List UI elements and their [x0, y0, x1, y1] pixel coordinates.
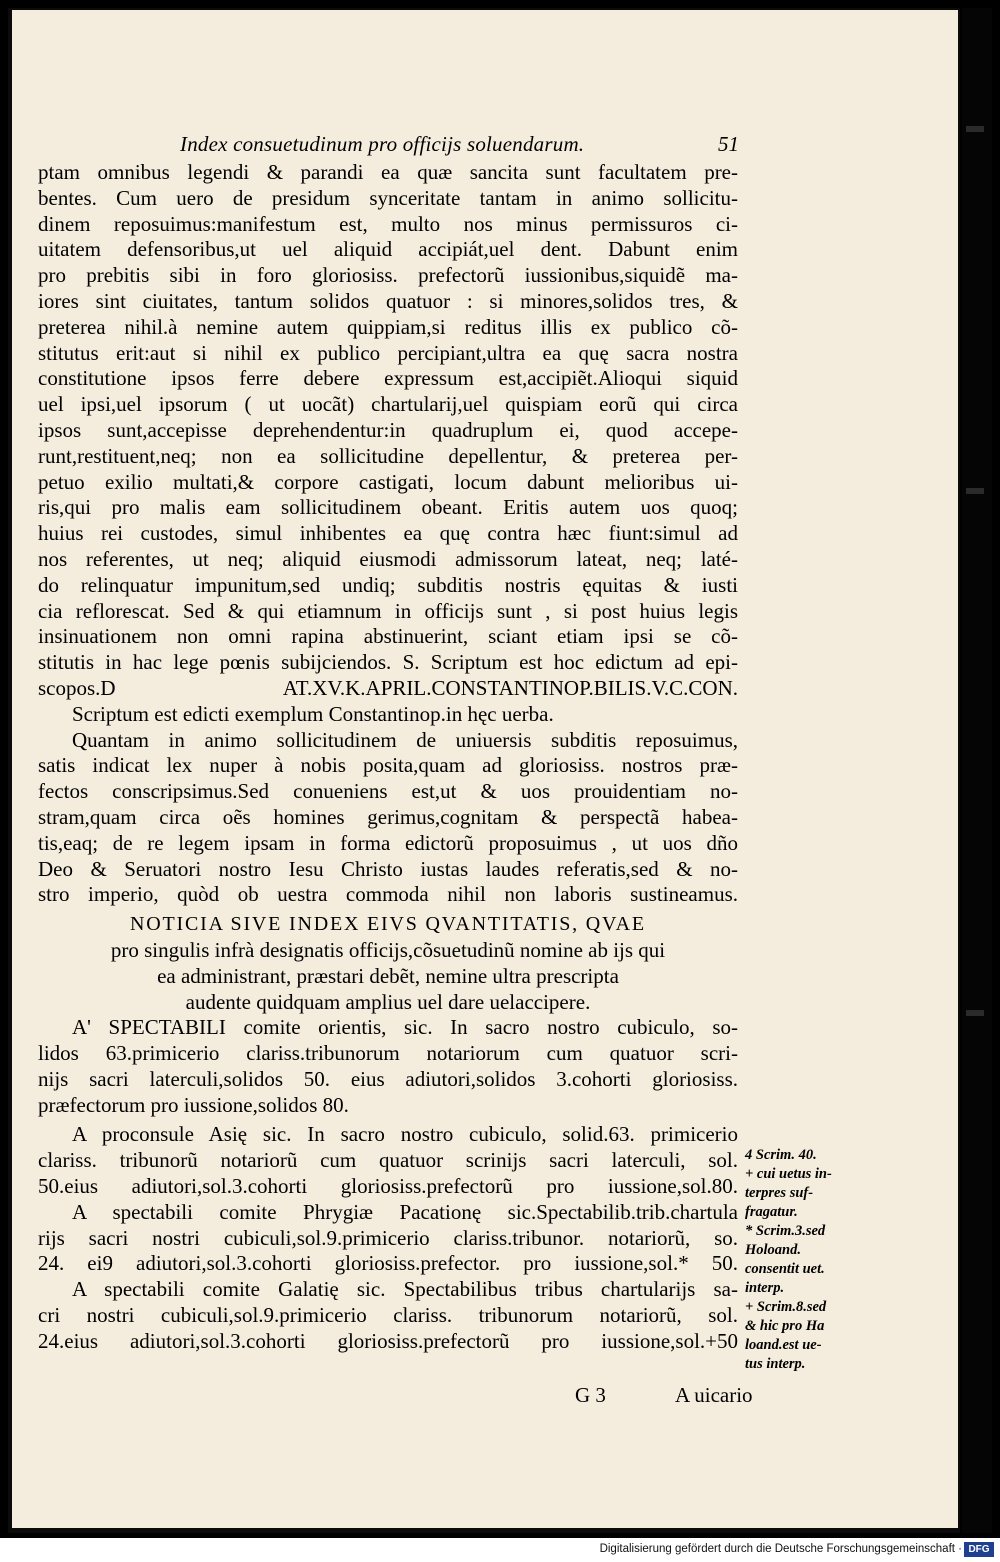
- strip-notch: [966, 1010, 984, 1016]
- text-line: insinuationem non omni rapina abstinuerint, sciant etiam ipsi se cõ-: [38, 624, 738, 649]
- body-text: [38, 160, 738, 1355]
- margin-note: consentit uet.: [745, 1261, 825, 1277]
- text-line: stram,quam circa oẽs homines gerimus,cognitam & perspectã habea-: [38, 804, 738, 829]
- text-line: preterea nihil.à nemine autem quippiam,si reditus illis ex publico cõ-: [38, 314, 738, 339]
- entry-line: nijs sacri laterculi,solidos 50. eius adiutori,solidos 3.cohorti gloriosiss.: [38, 1066, 738, 1091]
- text-line: constitutione ipsos ferre debere expressum est,accipiẽt.Alioqui siquid: [38, 366, 738, 391]
- section-subheading: pro singulis infrà designatis officijs,cõsuetudinũ nomine ab ijs qui: [110, 937, 666, 962]
- entry-line: A proconsule Asię sic. In sacro nostro cubiculo, solid.63. primicerio: [72, 1122, 738, 1147]
- entry-line: cri nostri cubiculi,sol.9.primicerio clariss. tribunorum notariorũ, sol.: [38, 1303, 738, 1328]
- margin-note: + cui uetus in-: [745, 1166, 832, 1182]
- strip-notch: [966, 488, 984, 494]
- entry-line: 24. ei9 adiutori,sol.3.cohorti gloriosiss.prefector. pro iussione,sol.* 50.: [38, 1251, 738, 1276]
- margin-notes: [745, 1146, 855, 1374]
- margin-note: 4 Scrim. 40.: [745, 1147, 817, 1163]
- running-head: Index consuetudinum pro officijs soluendarum.: [180, 132, 585, 156]
- margin-note: & hic pro Ha: [745, 1318, 825, 1334]
- text-line: runt,restituent,neq; non ea sollicitudine depellentur, & preterea per-: [38, 443, 738, 468]
- text-line: scopos.D AT.XV.K.APRIL.CONSTANTINOP.BILIS.V.C.CON.: [38, 675, 738, 700]
- text-line: fectos conscripsimus.Sed conueniens est,ut & uos prouidentiam no-: [38, 779, 738, 804]
- dfg-logo-icon: DFG: [964, 1542, 994, 1557]
- text-line: petuo exilio multati,& corpore castigati, locum dabunt melioribus ui-: [38, 469, 738, 494]
- text-line: bentes. Cum uero de presidum synceritate tantam in animo sollicitu-: [38, 185, 738, 210]
- entry-line: præfectorum pro iussione,solidos 80.: [38, 1092, 349, 1117]
- margin-note: terpres suf-: [745, 1185, 814, 1201]
- text-line: tis,eaq; de re legem ipsam in forma edictorũ proposuimus , ut uos dño: [38, 830, 738, 855]
- exemplum-line: Scriptum est edicti exemplum Constantinop.in hęc uerba.: [72, 701, 554, 726]
- text-line: uel ipsi,uel ipsorum ( ut uocãt) chartularij,uel quispiam eorũ qui circa: [38, 392, 738, 417]
- margin-note: Holoand.: [745, 1242, 801, 1258]
- text-line: Quantam in animo sollicitudinem de uniuersis subditis reposuimus,: [72, 727, 738, 752]
- entry-line: A' SPECTABILI comite orientis, sic. In sacro nostro cubiculo, so-: [72, 1015, 738, 1040]
- signature-mark: G 3: [575, 1383, 606, 1407]
- text-line: do relinquatur impunitum,sed undiq; subditis nostris ęquitas & iusti: [38, 572, 738, 597]
- margin-note: tus interp.: [745, 1356, 806, 1372]
- folio-number: 51: [718, 132, 739, 156]
- footer-credit: Digitalisierung gefördert durch die Deutsche Forschungsgemeinschaft ·: [599, 1543, 962, 1555]
- catchword: A uicario: [675, 1383, 753, 1407]
- entry-line: lidos 63.primicerio clariss.tribunorum notariorum cum quatuor scri-: [38, 1041, 738, 1066]
- text-line: uitatem defensoribus,ut uel aliquid accipiát,uel dent. Dabunt enim: [38, 237, 738, 262]
- text-line: satis indicat lex nuper à nobis posita,quam ad gloriosiss. nostros præ-: [38, 753, 738, 778]
- text-line: ptam omnibus legendi & parandi ea quæ sancita sunt facultatem pre-: [38, 160, 738, 184]
- text-line: iores sint ciuitates, tantum solidos quatuor : si minores,solidos tres, &: [38, 288, 738, 313]
- margin-note: + Scrim.8.sed: [745, 1299, 827, 1315]
- text-line: ris,qui pro malis eam sollicitudinem obeant. Eritis autem uos quoq;: [38, 495, 738, 520]
- entry-line: rijs sacri nostri cubiculi,sol.9.primicerio clariss.tribunor. notariorũ, so.: [38, 1225, 738, 1250]
- section-subheading: audente quidquam amplius uel dare uelaccipere.: [185, 989, 591, 1014]
- text-line: stitutis in hac lege pœnis subijciendos. S. Scriptum est hoc edictum ad epi-: [38, 650, 738, 675]
- text-line: nos referentes, ut neq; aliquid eiusmodi admissorum lateat, neq; laté-: [38, 546, 738, 571]
- text-line: stitutus erit:aut si nihil ex publico percipiant,ultra ea quę sacra nostra: [38, 340, 738, 365]
- margin-note: fragatur.: [745, 1204, 798, 1220]
- entry-line: 50.eius adiutori,sol.3.cohorti gloriosiss.prefectorũ pro iussione,sol.80.: [38, 1174, 738, 1199]
- entry-line: A spectabili comite Phrygiæ Pacationę sic.Spectabilib.trib.chartula: [72, 1199, 738, 1224]
- text-line: huius rei custodes, simul inhibentes ea quę contra hæc fiunt:simul ad: [38, 521, 738, 546]
- section-heading: NOTICIA SIVE INDEX EIVS QVANTITATIS, QVAE: [130, 913, 646, 936]
- text-line: Deo & Seruatori nostro Iesu Christo iustas laudes referatis,sed & no-: [38, 856, 738, 881]
- margin-note: * Scrim.3.sed: [745, 1223, 826, 1239]
- text-line: ipsos sunt,accepisse deprehendentur:in quadruplum ei, quod accepe-: [38, 417, 738, 442]
- scan-edge-strip: [962, 8, 992, 1533]
- entry-line: A spectabili comite Galatię sic. Spectabilibus tribus chartularijs sa-: [72, 1277, 738, 1302]
- text-line: pro prebitis sibi in foro gloriosiss. prefectorũ iussionibus,siquidẽ ma-: [38, 263, 738, 288]
- entry-line: 24.eius adiutori,sol.3.cohorti gloriosiss.prefectorũ pro iussione,sol.+50: [38, 1328, 738, 1353]
- entry-line: clariss. tribunorũ notariorũ cum quatuor scrinijs sacri laterculi, sol.: [38, 1148, 738, 1173]
- margin-note: loand.est ue-: [745, 1337, 822, 1353]
- text-line: cia reflorescat. Sed & qui etiamnum in officijs sunt , si post huius legis: [38, 598, 738, 623]
- section-subheading: ea administrant, præstari debẽt, nemine ultra prescripta: [157, 963, 619, 988]
- text-line: dinem reposuimus:manifestum est, multo nos minus permissuros ci-: [38, 211, 738, 236]
- strip-notch: [966, 126, 984, 132]
- text-line: stro imperio, quòd ob uestra commoda nihil non laboris sustineamus.: [38, 882, 738, 907]
- margin-note: interp.: [745, 1280, 785, 1296]
